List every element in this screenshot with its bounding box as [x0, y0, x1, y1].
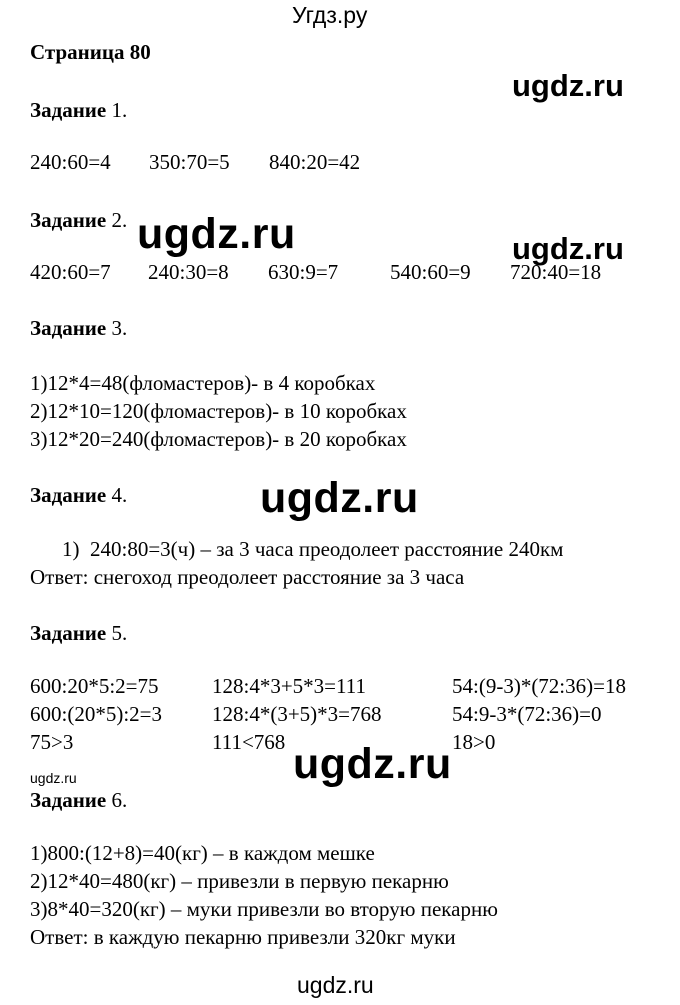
solution-line: 3)8*40=320(кг) – муки привезли во вторую пекарню — [30, 897, 498, 921]
task-heading-word: Задание — [30, 208, 107, 232]
answer-line: Ответ: снегоход преодолеет расстояние за 3 часа — [30, 565, 465, 589]
task-heading-word: Задание — [30, 483, 107, 507]
task-heading-number: 3. — [111, 316, 128, 340]
equation: 350:70=5 — [149, 150, 230, 174]
watermark-logo: ugdz.ru — [137, 210, 296, 258]
comparison: 75>3 — [30, 730, 74, 754]
expression: 128:4*(3+5)*3=768 — [212, 702, 382, 726]
equation: 840:20=42 — [269, 150, 361, 174]
solution-line: 1)800:(12+8)=40(кг) – в каждом мешке — [30, 841, 375, 865]
task-heading — [30, 788, 127, 812]
task-heading-number: 4. — [111, 483, 128, 507]
task-heading — [30, 208, 127, 232]
solution-line: 2)12*10=120(фломастеров)- в 10 коробках — [30, 399, 407, 423]
site-title: Угдз.ру — [292, 2, 368, 28]
equation: 720:40=18 — [510, 260, 602, 284]
watermark-logo: ugdz.ru — [297, 972, 374, 998]
watermark-logo: ugdz.ru — [512, 68, 624, 103]
equation: 630:9=7 — [268, 260, 339, 284]
watermark-logo: ugdz.ru — [293, 740, 452, 788]
task-heading-number: 5. — [111, 621, 128, 645]
expression: 54:9-3*(72:36)=0 — [452, 702, 602, 726]
equation: 420:60=7 — [30, 260, 111, 284]
equation: 240:60=4 — [30, 150, 111, 174]
solution-line: 3)12*20=240(фломастеров)- в 20 коробках — [30, 427, 407, 451]
comparison: 111<768 — [212, 730, 286, 754]
equation: 540:60=9 — [390, 260, 471, 284]
comparison: 18>0 — [452, 730, 496, 754]
task-heading — [30, 483, 127, 507]
solution-line: 1)12*4=48(фломастеров)- в 4 коробках — [30, 371, 376, 395]
expression: 600:20*5:2=75 — [30, 674, 159, 698]
task-heading-word: Задание — [30, 98, 107, 122]
task-heading-word: Задание — [30, 316, 107, 340]
task-heading-number: 2. — [111, 208, 128, 232]
watermark-logo: ugdz.ru — [30, 770, 77, 786]
watermark-logo: ugdz.ru — [512, 231, 624, 266]
equation: 240:30=8 — [148, 260, 229, 284]
solution-line: 1) 240:80=3(ч) – за 3 часа преодолеет расстояние 240км — [62, 537, 564, 561]
task-heading-number: 1. — [111, 98, 128, 122]
expression: 128:4*3+5*3=111 — [212, 674, 366, 698]
solution-line: 2)12*40=480(кг) – привезли в первую пекарню — [30, 869, 449, 893]
page-heading: Страница 80 — [30, 40, 151, 64]
task-heading — [30, 316, 127, 340]
answer-line: Ответ: в каждую пекарню привезли 320кг муки — [30, 925, 456, 949]
expression: 600:(20*5):2=3 — [30, 702, 162, 726]
task-heading-number: 6. — [111, 788, 128, 812]
task-heading-word: Задание — [30, 621, 107, 645]
task-heading-word: Задание — [30, 788, 107, 812]
task-heading — [30, 621, 127, 645]
expression: 54:(9-3)*(72:36)=18 — [452, 674, 626, 698]
watermark-logo: ugdz.ru — [260, 474, 419, 522]
task-heading — [30, 98, 127, 122]
